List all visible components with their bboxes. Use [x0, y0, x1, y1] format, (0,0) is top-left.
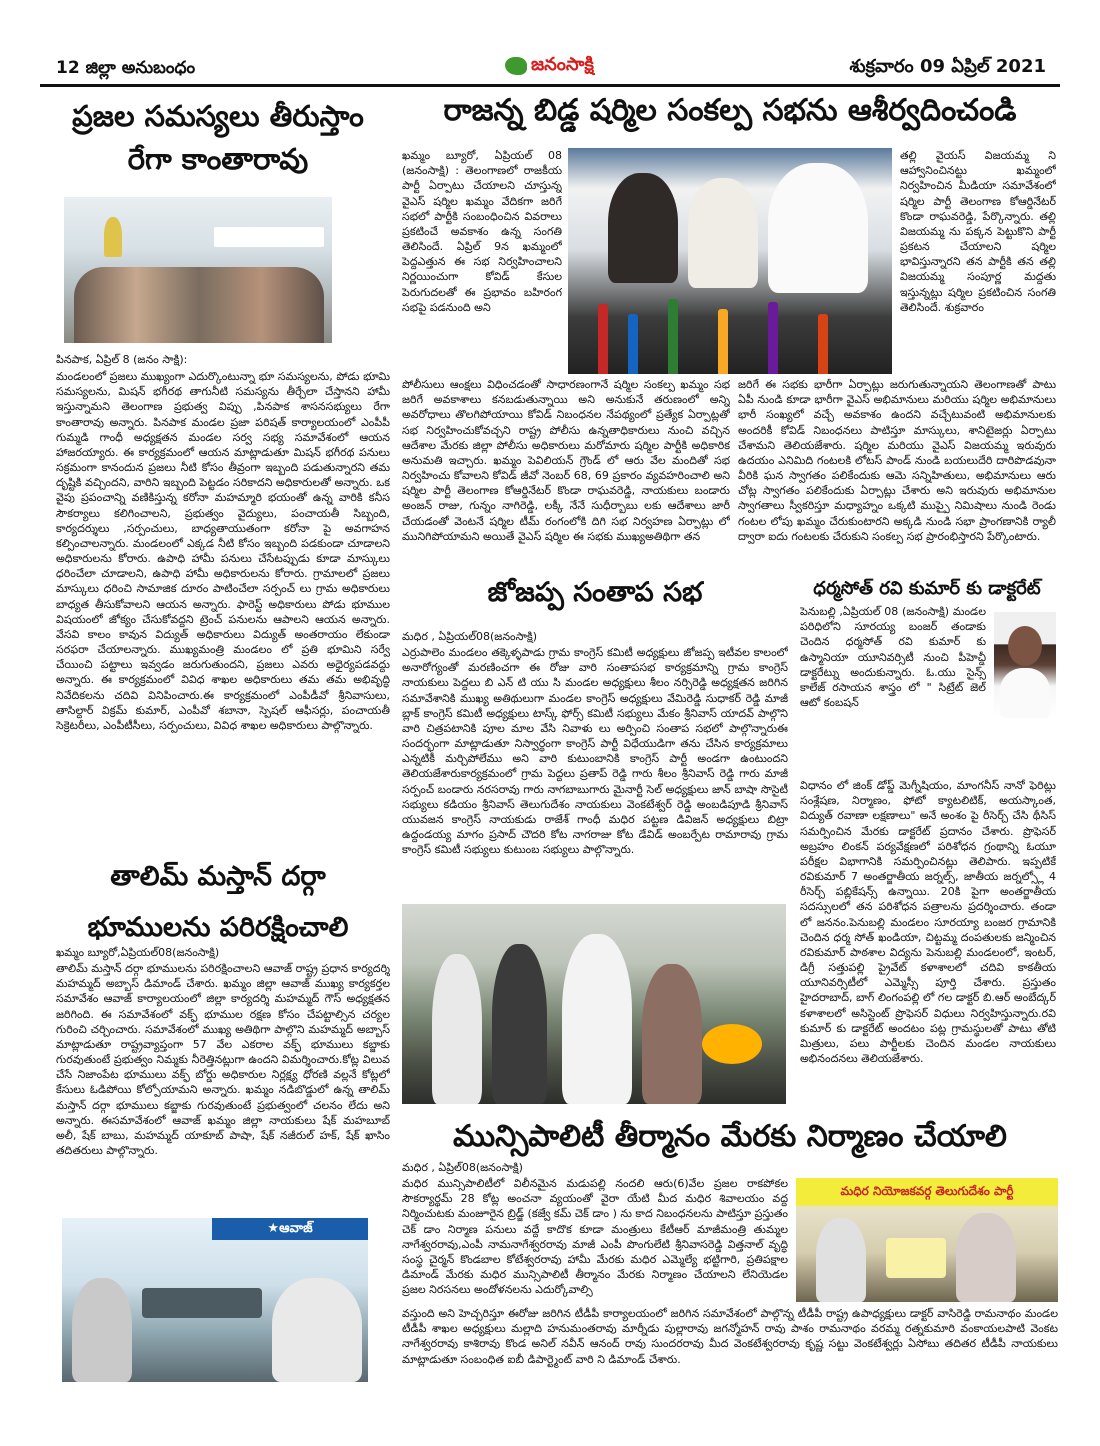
story2-headline — [48, 861, 388, 943]
story1-headline-line1: ప్రజల సమస్యలు తీరుస్తాం — [72, 99, 364, 133]
story3-col1: ఖమ్మం బ్యూరో, ఏప్రియల్ 08 (జనంసాక్షి) : తెలంగాణలో రాజకీయ పార్టీ ఏర్పాటు చేయాలని చూస్తున్న వైఎస్ షర్మిల ఖమ్మం వేదికగా జరిగే సభలో పార్టీకి సంబంధించిన వివరాలు ప్రకటించే అవకాశం ఉన్న సంగతి తెలిసిందే. ఏప్రిల్ 9న ఖమ్మంలో పెద్దఎత్తున ఈ సభ నిర్వహించాలని నిర్ణయించుగా కోవిడ్ కేసుల పెరుగుదలతో ఈ ప్రభావం బహిరంగ సభపై పడనుంది అని — [402, 149, 562, 314]
story2-body: తాలిమ్ మస్తాన్ దర్గా భూములను పరిరక్షించాలని ఆవాజ్ రాష్ట్ర ప్రధాన కార్యదర్శి మహమ్మద్ అబ్బాస్ డిమాండ్ చేశారు. ఖమ్మం జిల్లా ఆవాజ్ ముఖ్య కార్యకర్తల సమావేశం ఆవాజ్ కార్యాలయంలో జిల్లా కార్యదర్శి మహమ్మద్ గౌస్ అధ్యక్షతన జరిగింది. ఈ సమావేశంలో వక్ఫ్ భూముల రక్షణ కోసం చేపట్టాల్సిన చర్యల గురించి చర్చించారు. సమావేశంలో ముఖ్య అతిథిగా పాల్గొని మహమ్మద్ అబ్బాస్ మాట్లాడుతూ రాష్ట్రవ్యాప్తంగా 57 వేల ఎకరాల వక్ఫ్ భూములు కబ్జాకు గురవుతుంటే ప్రభుత్వం నిమ్మకు నీరెత్తినట్లుగా ఉందని విమర్శించారు.కోట్ల విలువ చేసే నిజాంపేట భూములు వక్ఫ్ బోర్డు అధికారుల నిర్లక్ష్య ధోరణి వల్లనే కోట్లలో కేసులు ఓడిపోయి కోల్పోయామని అన్నారు. ఖమ్మం నడిబొడ్డులో ఉన్న తాలిమ్ మస్తాన్ దర్గా భూములు కబ్జాకు గురవుతుంటే ప్రభుత్వంలో చలనం లేదు అని అన్నారు. ఈసమావేశంలో ఆవాజ్ ఖమ్మం జిల్లా నాయకులు షేక్ మహబూబ్ అలీ, షేక్ బాబు, మహమ్మద్ యాకూబ్ పాషా, షేక్ నజీరుల్ హక్, షేక్ ఖాసిం తదితరులు పాల్గొన్నారు. — [56, 962, 390, 1158]
story3-photo — [568, 148, 892, 374]
story5-intro — [800, 604, 986, 774]
masthead-rule — [40, 84, 1060, 87]
story1-headline-line2: రేగా కాంతారావు — [127, 142, 309, 177]
leaf-icon — [505, 57, 527, 75]
page-label: 12 జిల్లా అనుబంధం — [56, 58, 196, 78]
story6-body-full: వస్తుంది అని హెచ్చరిస్తూ ఈరోజు జరిగిన టీడీపీ కార్యాలయంలో జరిగిన సమావేశంలో పాల్గొన్న టీడీపీ రాష్ట్ర ఉపాధ్యక్షులు డాక్టర్ వాసిరెడ్డి రామనాథం మండల టీడీపీ శాఖల అధ్యక్షులు మల్లాది హనుమంతరావు మార్నీడు పుల్లారావు జగన్మోహన్ రావు పాశం రామనాథం వరమ్మ రత్నకుమారి వంకాయలపాటి వెంకట నాగేశ్వరరావు కాశిరావు కొండ అనిల్ నవీన్ ఆనంద్ రావు సుందరరావు మీద వెంకటేశ్వరరావు కృష్ణ సట్టు వెంకటేశ్వర్లు ఏసోబు తదితర టీడీపీ నాయకులు మాట్లాడుతూ సంబంధిత ఐబీ డిపార్ట్మెంట్ వారి ని డిమాండ్ చేశారు. — [402, 1307, 1058, 1366]
story4-body: ఎర్రుపాలెం మండలం తక్కెళ్ళపాడు గ్రామ కాంగ్రెస్ కమిటీ అధ్యక్షులు జోజప్ప ఇటీవల కాలంలో అనారోగ్యంతో మరణించగా ఈ రోజు వారి సంతాపసభ కార్యక్రమాన్ని గ్రామ కాంగ్రెస్ నాయకులు పెద్దలు బి ఎన్ టి యు సి మండల అధ్యక్షులు శీలం నర్సిరెడ్డి అధ్యక్షతన జరిగిన సమావేశానికి ముఖ్య అతిథులుగా మండల కాంగ్రెస్ అధ్యక్షులు వేమిరెడ్డి సుధాకర్ రెడ్డి మాజీ బ్లాక్ కాంగ్రెస్ కమిటీ అధ్యక్షులు టాస్క్ ఫోర్స్ కమిటీ సభ్యులు మేకం శ్రీనివాస్ యాదవ్ పాల్గొని వారి చిత్రపటానికి పూల మాల వేసి నివాళు లు అర్పించి సంతాప సభలో పాల్గొన్నారుఈ సందర్భంగా మాట్లాడుతూ నిస్వార్థంగా కాంగ్రెస్ పార్టీ విధేయుడిగా తను చేసిన కార్యక్రమాలు ఎన్నటికీ మర్చిపోలేము అని వారి కుటుంబానికి కాంగ్రెస్ పార్టీ అండగా ఉంటుందని తెలియజేశారుకార్యక్రమంలో గ్రామ పెద్దలు ప్రతాప్ రెడ్డి గారు శీలం శ్రీనివాస్ రెడ్డి గారు మాజీ సర్పంచ్ బండారు నరసరావు గారు నాగబాబుగారు మైనార్టీ సెల్ అధ్యక్షులు జాన్ బాషా సొసైటీ సభ్యులు కడియం శ్రీనివాస్ తెలుగుదేశం నాయకులు వెంకటేశ్వర్ రెడ్డి అంబడిపూడి శ్రీనివాస్ యువజన కాంగ్రెస్ నాయకుడు రాజేశ్ గాంధీ మధిర పట్టణ డివిజన్ అధ్యక్షులు బిట్రా ఉద్దండయ్య మాగం ప్రసాద్ చౌదరి కోట నాగరాజు కోట డేవిడ్ అంబర్పేట రామారావు గ్రామ కాంగ్రెస్ కమిటీ సభ్యులు కుటుంబ సభ్యులు పాల్గొన్నారు. — [402, 646, 788, 857]
story5-portrait — [994, 612, 1056, 718]
story6-body-top: మధిర మున్సిపాలిటీలో విలీనమైన మడుపల్లి నందలి ఆరు(6)వేల ప్రజల రాకపోకల సౌకర్యార్థమ్ 28 కోట్ల అంచనా వ్యయంతో వైరా యేటి మీద మధిర శివాలయం వద్ద నిర్మించుటకు మంజూరైన బ్రిడ్జ్ (కజ్వే కమ్ చెక్ డాం ) ను కాద నిబంధనలను పాటిస్తూ ప్రస్తుతం చెక్ డాం నిర్మాణ పనులు వద్దే కాదొక కూడా మంత్రులు కేటీఆర్ మాజీమంత్రి తుమ్మల నాగేశ్వరరావు,ఎంపీ నామనాగేశ్వరరావు మాజీ ఎంపీ పొంగులేటి శ్రీనివాసరెడ్డి విత్తనాల్ వృద్ధి సంస్థ చైర్మన్ కొండబాల కోటేశ్వరరావు హామీ మేరకు మధిర ఎమ్మెల్యే భట్టిగారి, ప్రతిపక్షాల డిమాండ్ మేరకు మధిర మున్సిపాలిటీ తీర్మానం మేరకు నిర్మాణం చేయాలని లేనియెడల ప్రజల నిరసనలు అందోళనలను ఎదుర్కోవాల్సి — [402, 1177, 788, 1297]
story3-cont-left: పోలీసులు ఆంక్షలు విధించడంతో సాధారణంగానే షర్మిల సంకల్ప ఖమ్మం సభ జరిగే అవకాశాలు కనబడుతున్నాయి అని అనుకునే తరుణంలో అన్ని అవరోధాలు తొలగిపోయాయి కోవిడ్ నిబంధనల నేపథ్యంలో ప్రత్యేక ఏర్పాట్లతో సభ నిర్వహించుకోవచ్చని రాష్ట్ర పోలీసు ఉన్నతాధికారులు నుంచి వచ్చిన ఆదేశాల మేరకు జిల్లా పోలీసు అధికారులు మరోమారు షర్మిల పార్టీకి అధికారిక అనుమతి ఇచ్చారు. ఖమ్మం పెవిలియన్ గ్రౌండ్ లో ఆరు వేల మందితో సభ నిర్వహించు కోవాలని కోవిడ్ జీవో నెంబర్ 68, 69 ప్రకారం వ్యవహరించాలి అని షర్మిల పార్టీ తెలంగాణ కోఆర్డినేటర్ కొండా రాఘవరెడ్డి, నాయకులు బండారు అంజన్ రాజు, గున్నం నాగిరెడ్డి, లక్కీ నేనే సుధీర్బాబు లకు ఆదేశాలు జారీ చేయడంతో వెంటనే షర్మిల టీమ్ రంగంలోకి దిగి సభ నిర్వహణ ఏర్పాట్లు లో మునిగిపోయామని అయితే వైఎస్ షర్మిల ఈ సభకు ముఖ్యఅతిథిగా తన — [402, 378, 730, 543]
story4-photo — [402, 904, 786, 1104]
story3-cont-right: జరిగే ఈ సభకు భారీగా ఏర్పాట్లు జరుగుతున్నాయని తెలంగాణతో పాటు ఏపీ నుండి కూడా భారీగా వైఎస్ అభిమానులు మరియు షర్మిల అభిమానులు భారీ సంఖ్యలో వచ్చే అవకాశం ఉందని వచ్చేటువంటి అభిమానులకు అందరికీ కోవిడ్ నిబంధనలు పాటిస్తూ మాస్కులు, శానిటైజర్లు ఏర్పాటు చేశామని తెలియజేశారు. షర్మిల మరియు వైఎస్ విజయమ్మ ఇరువురు ఉదయం ఎనిమిది గంటలకి లోటస్ పాండ్ నుండి బయలుదేరి దారిపొడవునా వీరికి ఘన స్వాగతం పలికేందుకు ఆమె సన్నిహితులు, అభిమానులు ఆరు చోట్ల స్వాగతం పలికేందుకు ఏర్పాట్లు చేశారు అని ఇరువురు అభిమానుల స్వాగతాలు స్వీకరిస్తూ మధ్యాహ్నం ఒక్కటి ముప్పై నిమిషాలు నుండి రెండు గంటల లోపు ఖమ్మం చేరుకుంటారని అక్కడి నుండి సభా ప్రాంగణానికి ర్యాలీ ద్వారా ఐదు గంటలకు చేరుకుని సంకల్ప సభ ప్రారంభిస్తారని పేర్కొంటారు. — [738, 378, 1056, 543]
story1-dateline: పినపాక, ఏప్రిల్ 8 (జనం సాక్షి): — [56, 353, 188, 366]
story2-headline-line2: భూములను పరిరక్షించాలి — [87, 912, 349, 944]
story3-headline: రాజన్న బిడ్డ షర్మిల సంకల్ప సభను ఆశీర్వదించండి — [443, 93, 1017, 128]
story3-col3: తల్లి వైయస్ విజయమ్మ ని ఆహ్వానించినట్టు ఖమ్మంలో నిర్వహించిన మీడియా సమావేశంలో షర్మిల పార్టీ తెలంగాణ కోఆర్డినేటర్ కొండా రాఘవరెడ్డి, పేర్కొన్నారు. తల్లి విజయమ్మ ను పక్కన పెట్టుకొని పార్టీ ప్రకటన చేయాలని షర్మిల భావిస్తున్నారని తన పార్టీకి తన తల్లి విజయమ్మ సంపూర్ణ మద్దతు ఇస్తున్నట్లు షర్మిల ప్రకటించిన సంగతి తెలిసిందే. శుక్రవారం — [900, 149, 1056, 314]
brand-name: జనంసాక్షి — [531, 53, 594, 75]
story2-headline-line1: తాలిమ్ మస్తాన్ దర్గా — [110, 861, 326, 892]
story6-photo — [796, 1178, 1058, 1302]
story1-photo — [64, 197, 332, 343]
story1-body: మండలంలో ప్రజలు ముఖ్యంగా ఎదుర్కొంటున్నా భూ సమస్యలను, పోడు భూమి సమస్యలను, మిషన్ భగీరథ తాగునీటి సమస్యను తీర్చేలా చేస్తానని హామీ ఇస్తున్నామని తెలంగాణ ప్రభుత్వ విప్పు ,పినపాక శాసనసభ్యులు రేగా కాంతారావు అన్నారు. పినపాక మండల ప్రజా పరిషత్ కార్యాలయంలో ఎంపీపీ గుమ్మడి గాంధీ అధ్యక్షతన మండల సర్వ సభ్య సమావేశంలో ఆయన హాజరయ్యారు. ఈ కార్యక్రమంలో ఆయన మాట్లాడుతూ మిషన్ భగీరథ పనులు సక్రమంగా కానందున ప్రజలు నీటి కోసం తీవ్రంగా ఇబ్బంది పడుతున్నారని తమ దృష్టికి వచ్చిందని, వారిని ఇబ్బంది పెట్టడం సరికాదని అధికారులతో అన్నారు. ఒక వైపు ప్రపంచాన్ని వణికిస్తున్న కరోనా మహమ్మారి భయంతో ఉన్న వారికి కనీస సౌకర్యాలు కలిగించాలని, ప్రభుత్వం వైద్యులు, పంచాయతీ సిబ్బంది, కార్యదర్శులు ,సర్పంచులు, బాధ్యతాయుతంగా కరోనా పై అవగాహన కల్పించాలన్నారు. మండలంలో ఎక్కడ నీటి కోసం ఇబ్బంది పడకుండా చూడాలని అధికారులను కోరారు. ఉపాధి హామీ పనులు చేసేటప్పుడు కూడా మాస్కులు ధరించేలా చూడాలని, ఉపాధి హామీ అధికారులను కోరారు. గ్రామాలలో ప్రజలు మాస్కులు ధరించి సామాజిక దూరం పాటించేలా సర్పంచ్ లు గ్రామ అధికారులు బాధ్యత తీసుకోవాలని ఆయన అన్నారు. ఫారెస్ట్ అధికారులు పోడు భూముల విషయంలో జోక్యం చేసుకోవద్దని ట్రెంచ్ పనులను ఆపాలని ఆయన అన్నారు. వేసవి కాలం కావున విద్యుత్ అధికారులు విద్యుత్ అంతరాయం లేకుండా సరఫరా చేయాలన్నారు. ముఖ్యమంత్రి మండలం లో ప్రతి భూమిని సర్వే చేయించి పట్టాలు ఇవ్వడం జరుగుతుందని, ప్రజలు ఎవరు అధైర్యపడవద్దు అన్నారు. ఈ కార్యక్రమంలో వివిధ శాఖల అధికారులు తమ తమ అభివృద్ధి నివేదికలను చదివి వినిపించారు.ఈ కార్యక్రమంలో ఎంపీడీవో శ్రీనివాసులు, తాసిల్దార్ విక్రమ్ కుమార్, ఎంపీవో శబానా, స్పెషల్ ఆఫీసర్లు, పంచాయతీ సెక్రెటరీలు, ఎంపీటీసీలు, సర్పంచులు, వివిధ శాఖల అధికారులు పాల్గొన్నారు. — [56, 370, 390, 732]
story5-body: విధానం లో జింక్ డోప్డ్ మెగ్నీషియం, మాంగనీస్ నానో ఫెరిట్లు సంశ్లేషణ, నిర్మాణం, ఫోటో క్యాటలిటిక్, అయస్కాంత, విద్యుత్ రవాణా లక్షణాలు" అనే అంశం పై రీసెర్చ్ చేసి థీసిస్ సమర్పించిన మేరకు డాక్టరేట్ ప్రదానం చేశారు. ప్రొఫెసర్ అబ్రహం లింకన్ పర్యవేక్షణలో పరిశోధన గ్రంథాన్ని ఓయూ పరీక్షల విభాగానికి సమర్పించినట్లు తెలిపారు. ఇప్పటికే రవికుమార్ 7 అంతర్జాతీయ జర్నల్స్, జాతీయ జర్నల్స్లో 4 రీసెర్చ్ పబ్లికేషన్స్ ఉన్నాయి. 20కి పైగా అంతర్జాతీయ సదస్సులలో తన పరిశోధన పత్రాలను ప్రదర్శించారు. తండా లో జననం.పెనుబల్లి మండలం సూరయ్యా బంజర గ్రామానికి చెందిన ధర్మ సోత్ ఖండియా, చిట్టమ్మ దంపతులకు జన్మించిన రవికుమార్ పాఠశాల విద్యను పెనుబల్లి మండలంలో, ఇంటర్, డిగ్రీ సత్తుపల్లి ప్రైవేట్ కళాశాలలో చదివి కాకతీయ యూనివర్సిటీలో ఎమ్మెస్సీ పూర్తి చేశారు. ప్రస్తుతం హైదరాబాద్, బాగ్ లింగంపల్లి లో గల డాక్టర్ బి.ఆర్ అంబేద్కర్ కళాశాలలో అసిస్టెంట్ ప్రొఫెసర్ విధులు నిర్వహిస్తున్నారు.రవి కుమార్ కు డాక్టరేట్ అందటం పట్ల గ్రామస్థులతో పాటు తోటి మిత్రులు, పలు పార్టీలకు చెందిన మండల నాయకులు అభినందనలు తెలియజేశారు. — [800, 779, 1056, 1066]
story2-photo-banner: ★ఆవాజ్ — [212, 1218, 368, 1240]
brand-logo — [505, 50, 625, 82]
issue-date: శుక్రవారం 09 ఏప్రిల్ 2021 — [849, 56, 1046, 77]
story5-headline: ధర్మసోత్ రవి కుమార్ కు డాక్టరేట్ — [813, 578, 1041, 599]
story6-headline: మున్సిపాలిటీ తీర్మానం మేరకు నిర్మాణం చేయాలి — [453, 1119, 1007, 1154]
story5-dateline: పెనుబల్లి ,ఏప్రియల్ 08 (జనంసాక్షి) — [800, 605, 950, 618]
story2-dateline: ఖమ్మం బ్యూరో,ఏప్రియల్08(జనంసాక్షి) — [56, 946, 220, 959]
story5-intro-text: మండల పరిధిలోని సూరయ్య బంజర్ తండాకు చెందిన ధర్మసోత్ రవి కుమార్ కు ఉస్మానియా యూనివర్సిటీ నుంచి పీహెచ్డీ డాక్టరేట్ను అందుకున్నారు. ఓ.యు సైన్స్ కాలేజ్ రసాయన శాస్త్రం లో " సిట్రేట్ జెల్ ఆటో కంబషన్ — [800, 605, 986, 710]
story4-headline: జోజప్ప సంతాప సభ — [487, 577, 703, 608]
story6-photo-banner: మధిర నియోజకవర్గ తెలుగుదేశం పార్టీ — [796, 1178, 1058, 1204]
story6-dateline: మధిర , ఏప్రిల్08(జనంసాక్షి) — [402, 1161, 523, 1174]
story2-photo — [62, 1218, 368, 1382]
story4-dateline: మధిర , ఏప్రియల్08(జనంసాక్షి) — [402, 630, 538, 643]
story1-headline — [48, 100, 388, 177]
